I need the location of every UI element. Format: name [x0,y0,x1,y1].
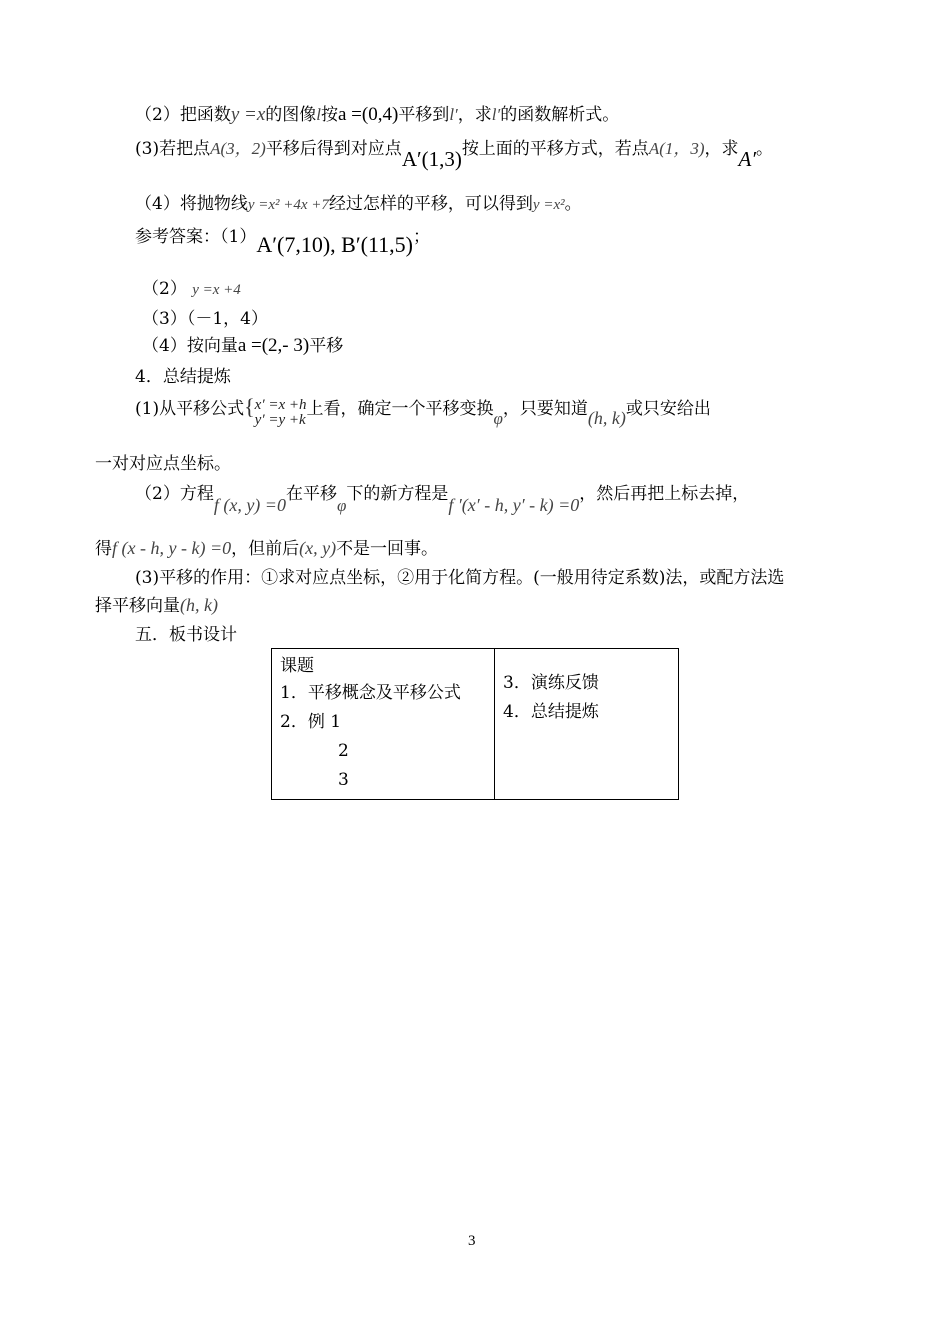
section-5-heading: 五．板书设计 [135,625,237,645]
text: 上看，确定一个平移变换 [306,399,494,419]
formula-row: x′ =x +h [254,397,307,413]
text: （2）方程 [135,484,214,504]
text: ，求 [704,139,739,159]
summary-item-2-cont [95,537,438,560]
formula: a =(0,4) [338,104,399,125]
text: ，求 [457,105,492,125]
text: 得 [95,539,112,559]
text: 下的新方程是 [346,484,449,504]
text: （4）按向量 [142,336,238,356]
answer-4 [142,335,343,357]
board-item: 3 [338,770,349,790]
text: 平移到 [398,105,450,125]
formula: y =x² [532,197,565,213]
formula: y =x² +4x +7 [247,197,329,213]
translation-formula [254,397,307,428]
exercise-item-3 [135,136,773,171]
text: 按 [321,105,338,125]
text: 择平移向量 [95,596,180,616]
summary-item-2 [135,482,750,515]
text: 不是一回事。 [336,539,439,559]
text: （4）将抛物线 [135,194,248,214]
text: （2）把函数 [135,105,231,125]
board-left-cell [272,649,495,800]
formula: A(1，3) [648,139,705,158]
formula: A′(1,3) [401,147,462,171]
answer-2 [142,278,241,301]
text: 在平移 [285,484,337,504]
formula: f (x - h, y - k) =0 [112,538,232,558]
summary-item-1-cont: 一对对应点坐标。 [95,454,231,474]
formula: l′ [449,105,458,124]
text: 平移 [309,336,344,356]
board-item: 3．演练反馈 [503,673,599,693]
board-item: 4．总结提炼 [503,702,599,722]
text: (1)从平移公式 [135,399,245,419]
board-item: 课题 [280,656,314,676]
page-number: 3 [468,1233,476,1249]
exercise-item-2 [135,104,619,126]
text: ，然后再把上标去掉， [579,484,750,504]
brace-symbol: { [244,394,255,419]
text: （2） [142,279,187,299]
exercise-item-4 [135,193,582,216]
formula: f (x, y) =0 [213,495,286,515]
board-right-cell [495,649,679,800]
answer-3 [142,308,268,330]
text: （3）（－1，4） [142,309,268,329]
formula: f ′(x′ - h, y′ - k) =0 [448,495,580,515]
formula: l [316,105,321,124]
formula: A′(7,10), B′(11,5) [256,232,414,257]
formula: φ [336,496,347,515]
formula: (x, y) [299,538,337,558]
text: 按上面的平移方式，若点 [461,139,649,159]
summary-heading: 4．总结提炼 [135,367,231,387]
formula: φ [493,409,503,428]
board-item: 2．例 1 [280,712,342,732]
text: 或只安给出 [625,399,711,419]
board-item: 1．平移概念及平移公式 [280,683,461,703]
board-design-table [271,648,679,800]
answers-heading: 参考答案：（1） [135,227,257,247]
formula: a =(2,- 3) [237,335,310,356]
formula: l′ [491,105,501,124]
summary-item-1 [135,394,711,428]
formula: y =x [230,104,266,125]
text: 。 [755,139,773,159]
formula: y =x +4 [192,282,241,298]
formula: A(3，2) [210,139,266,158]
text: 平移后得到对应点 [265,139,402,159]
formula: (h, k) [180,595,218,615]
formula-row: y′ =y +k [254,412,306,428]
text: ； [413,227,431,247]
text: (3)若把点 [135,139,211,159]
text: 的函数解析式。 [500,105,620,125]
text: ，只要知道 [502,399,588,419]
summary-item-3-cont [95,594,218,617]
formula: A′ [738,147,756,171]
summary-item-3: (3)平移的作用：①求对应点坐标，②用于化简方程。(一般用待定系数)法，或配方法选 [135,568,785,588]
text: 经过怎样的平移，可以得到 [328,194,533,214]
board-item: 2 [338,741,349,761]
formula: (h, k) [587,408,626,428]
text: 。 [564,194,582,214]
text: ，但前后 [231,539,300,559]
answers-heading-line [135,224,431,257]
text: 的图像 [265,105,317,125]
